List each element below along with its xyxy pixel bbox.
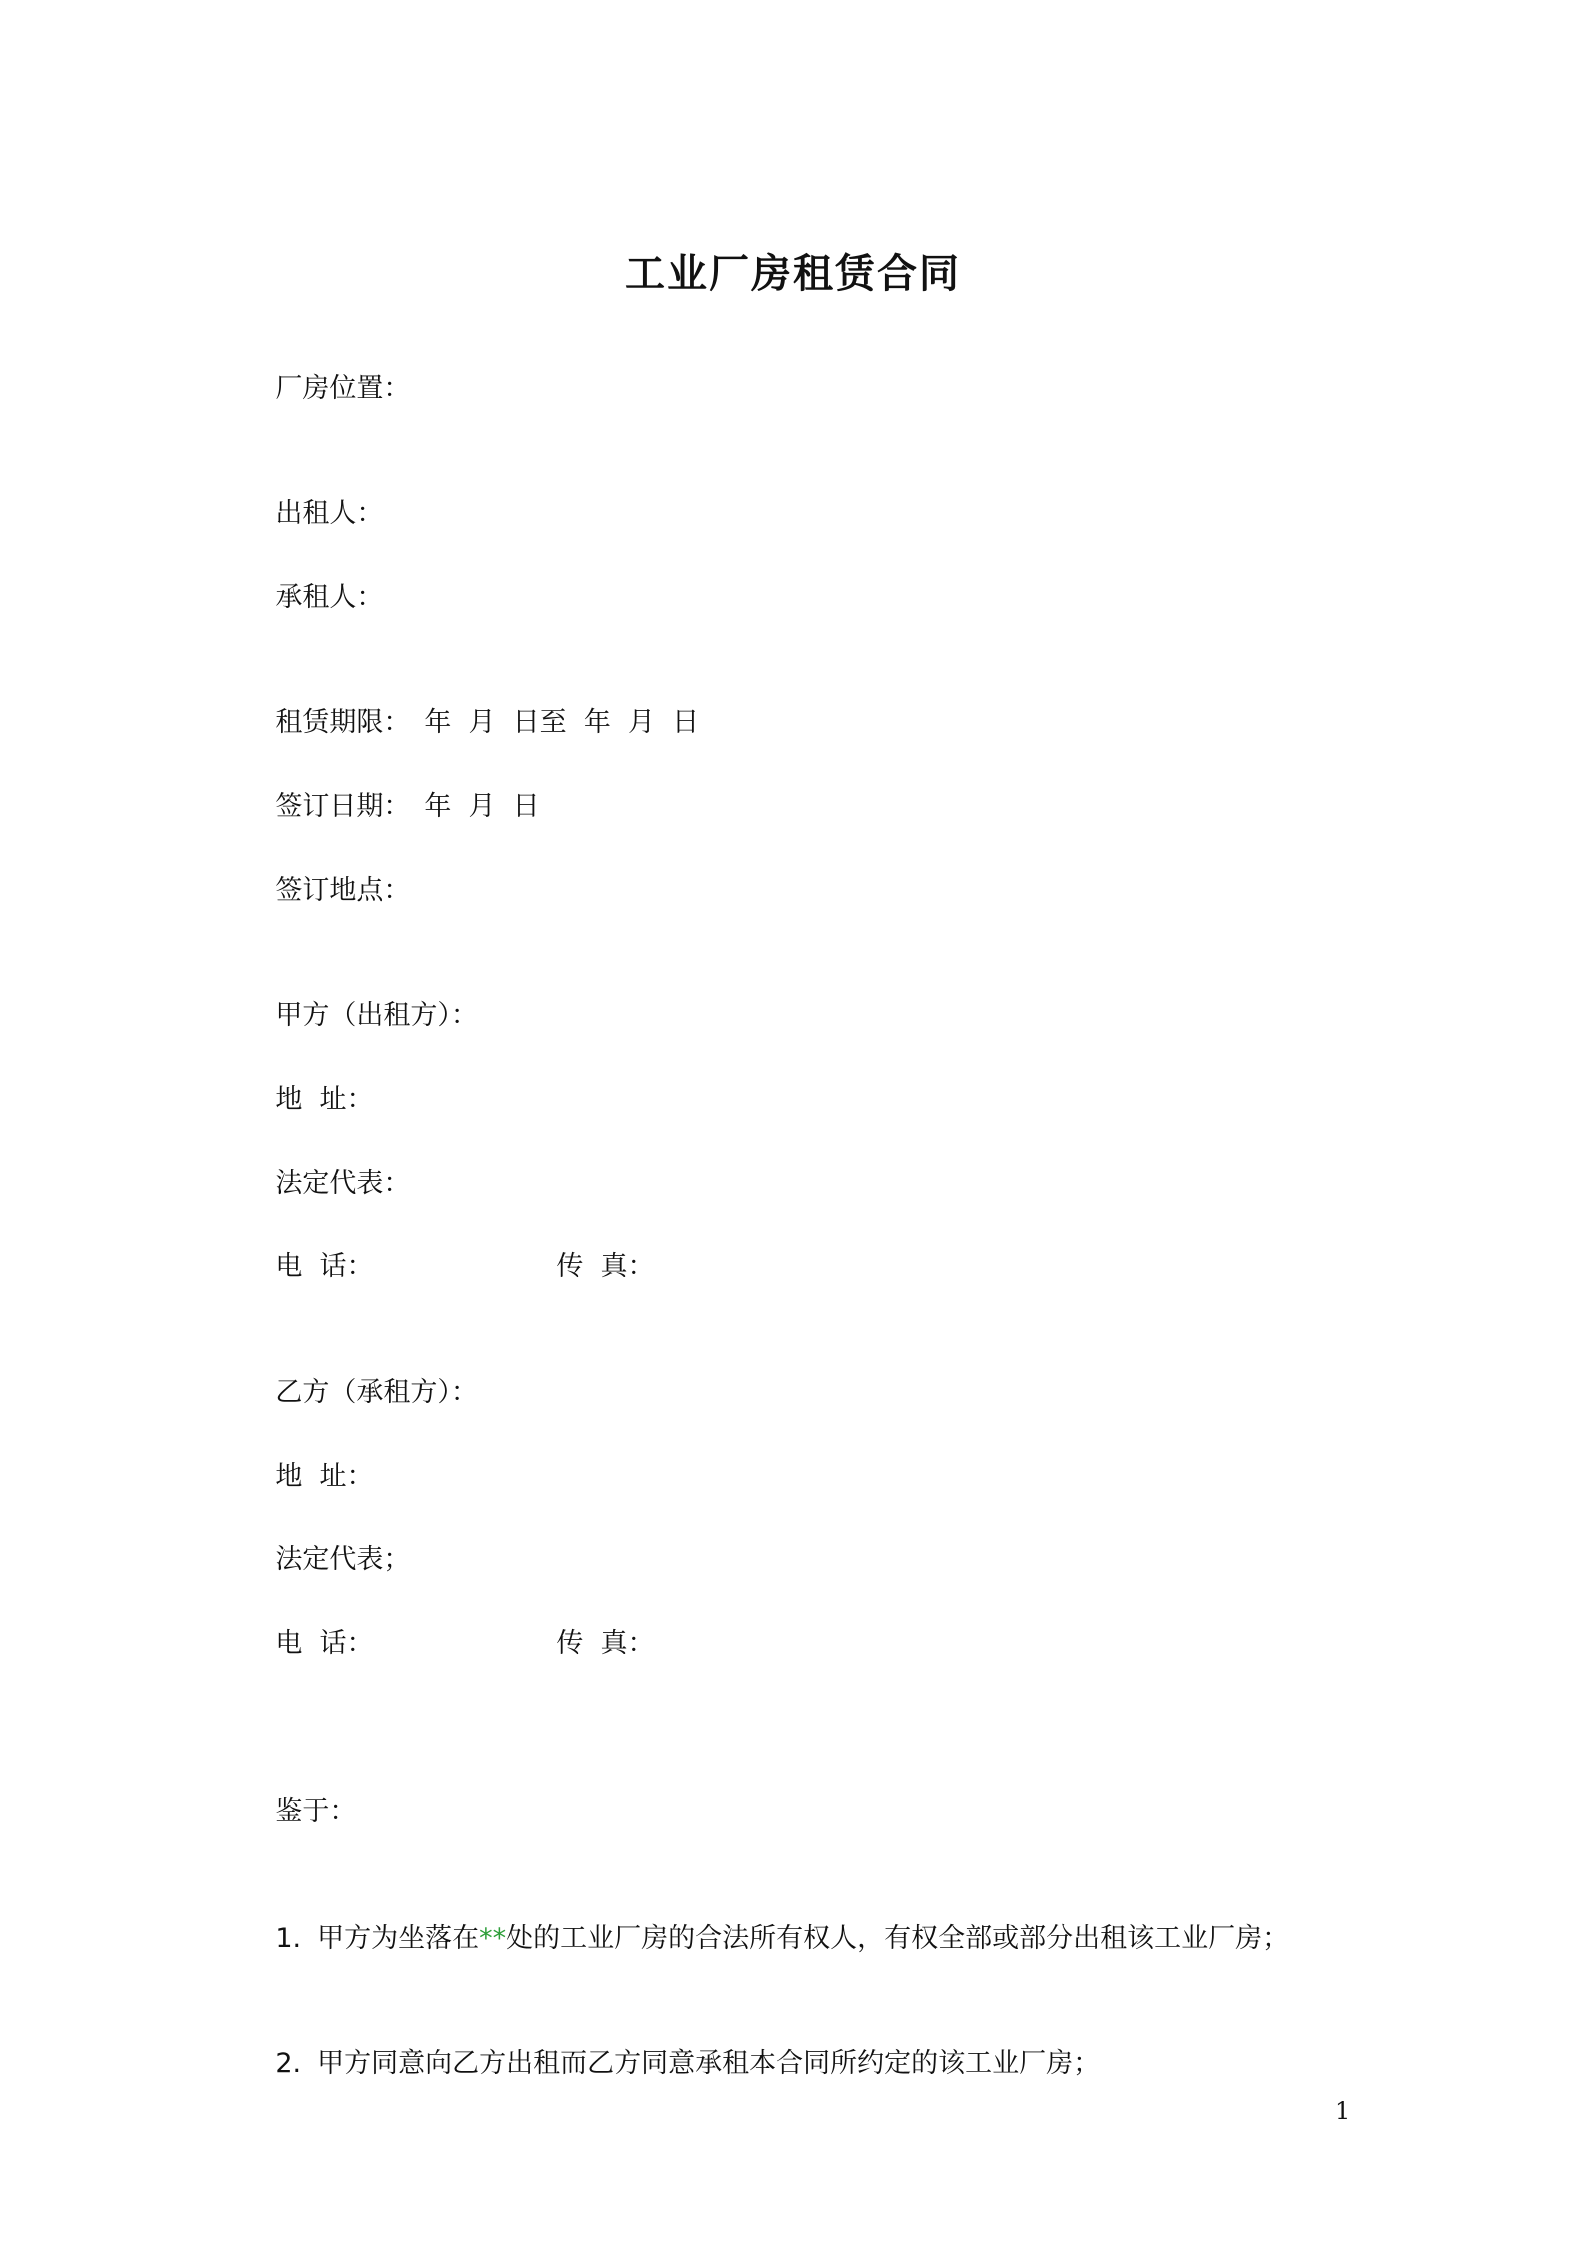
party-a-fax [522, 1216, 655, 1318]
whereas-item-1-number: 1. [275, 1923, 302, 1954]
whereas-item-1-text-end: 处的工业厂房的合法所有权人，有权全部或部分出租该工业厂房； [506, 1923, 1290, 1954]
lessee-field [241, 547, 383, 649]
sign-date-label: 签订日期： [275, 791, 411, 822]
party-a-phone-label: 电 话： [275, 1251, 374, 1282]
location-label: 厂房位置： [275, 373, 411, 404]
whereas-item-2 [241, 2013, 1100, 2115]
location-field [241, 338, 410, 440]
party-b-address-label: 地 址： [275, 1461, 374, 1492]
party-b-heading-text: 乙方（承租方）： [275, 1377, 478, 1408]
party-b-fax-label: 传 真： [556, 1628, 655, 1659]
party-a-heading-text: 甲方（出租方）： [275, 1000, 478, 1031]
page-number: 1 [1335, 2097, 1351, 2125]
whereas-heading [241, 1761, 356, 1863]
whereas-heading-text: 鉴于： [275, 1796, 357, 1827]
sign-date-value: 年 月 日 [424, 791, 540, 822]
whereas-item-1-placeholder: ** [479, 1923, 507, 1954]
lease-term-label: 租赁期限： [275, 707, 411, 738]
sign-place-label: 签订地点： [275, 875, 411, 906]
party-b-legal-rep-label: 法定代表； [275, 1544, 411, 1575]
party-b-phone-label: 电 话： [275, 1628, 374, 1659]
lease-term-value: 年 月 日至 年 月 日 [424, 707, 700, 738]
party-b-phone [241, 1593, 374, 1695]
whereas-item-2-number: 2. [275, 2048, 302, 2079]
party-b-fax [522, 1593, 655, 1695]
party-a-fax-label: 传 真： [556, 1251, 655, 1282]
document-title: 工业厂房租赁合同 [625, 251, 961, 297]
lessee-label: 承租人： [275, 582, 384, 613]
lessor-label: 出租人： [275, 498, 384, 529]
whereas-item-1-text-start: 甲方为坐落在 [317, 1923, 480, 1954]
whereas-item-2-text: 甲方同意向乙方出租而乙方同意承租本合同所约定的该工业厂房； [317, 2048, 1101, 2079]
sign-place-field [241, 840, 410, 942]
whereas-item-1 [241, 1888, 1289, 1990]
party-a-legal-rep-label: 法定代表： [275, 1168, 411, 1199]
party-a-phone [241, 1216, 374, 1318]
party-a-address-label: 地 址： [275, 1084, 374, 1115]
